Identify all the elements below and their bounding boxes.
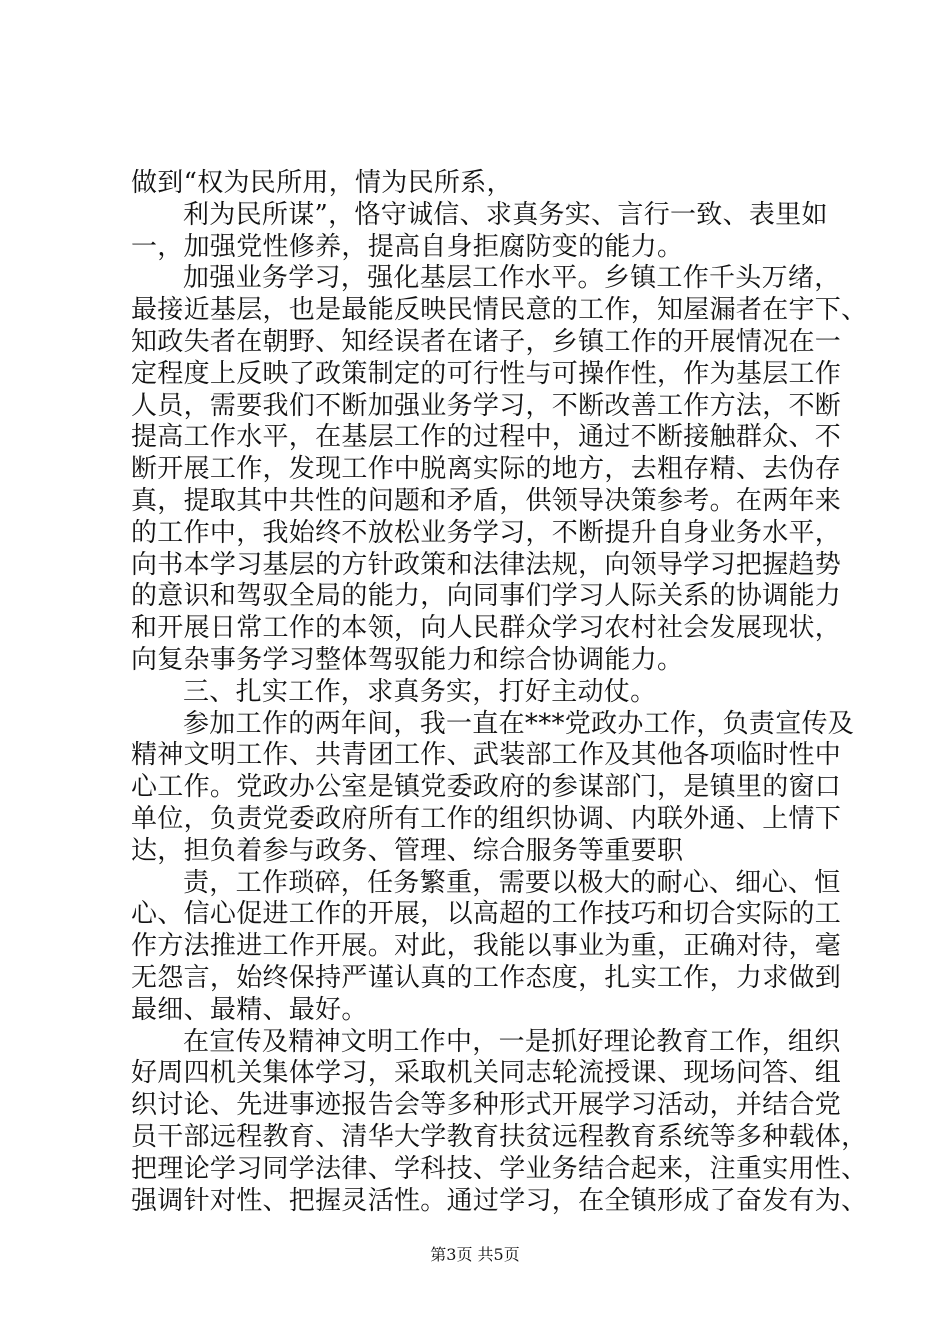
text-line: 一，加强党性修养，提高自身拒腐防变的能力。: [131, 231, 684, 262]
text-line: 断开展工作，发现工作中脱离实际的地方，去粗存精、去伪存: [131, 454, 842, 485]
text-line: 向复杂事务学习整体驾驭能力和综合协调能力。: [131, 644, 684, 675]
text-line: 精神文明工作、共青团工作、武装部工作及其他各项临时性中: [131, 740, 842, 771]
document-body: [131, 168, 868, 1217]
text-line: 责，工作琐碎，任务繁重，需要以极大的耐心、细心、恒: [183, 867, 841, 898]
text-line: 作方法推进工作开展。对此，我能以事业为重，正确对待，毫: [131, 931, 842, 962]
text-line: 人员，需要我们不断加强业务学习，不断改善工作方法，不断: [131, 390, 842, 421]
text-line: 的工作中，我始终不放松业务学习，不断提升自身业务水平，: [131, 517, 842, 548]
text-line: 把理论学习同学法律、学科技、学业务结合起来，注重实用性、: [131, 1153, 868, 1184]
text-line: 做到“权为民所用，情为民所系，: [131, 168, 513, 198]
text-line: 单位，负责党委政府所有工作的组织协调、内联外通、上情下: [131, 803, 842, 834]
text-line: 强调针对性、把握灵活性。通过学习，在全镇形成了奋发有为、: [131, 1185, 868, 1216]
text-line: 向书本学习基层的方针政策和法律法规，向领导学习把握趋势: [131, 549, 842, 580]
text-line: 知政失者在朝野、知经误者在诸子，乡镇工作的开展情况在一: [131, 326, 842, 357]
page-footer: [0, 1245, 950, 1265]
text-line: 参加工作的两年间，我一直在***党政办工作，负责宣传及: [183, 708, 855, 739]
text-line: 和开展日常工作的本领，向人民群众学习农村社会发展现状，: [131, 613, 842, 644]
text-line: 提高工作水平，在基层工作的过程中，通过不断接触群众、不: [131, 422, 842, 453]
text-line: 真，提取其中共性的问题和矛盾，供领导决策参考。在两年来: [131, 485, 842, 516]
text-line: 心工作。党政办公室是镇党委政府的参谋部门，是镇里的窗口: [131, 772, 842, 803]
text-line: 无怨言，始终保持严谨认真的工作态度，扎实工作，力求做到: [131, 962, 842, 993]
text-line: 最接近基层，也是最能反映民情民意的工作，知屋漏者在宇下、: [131, 295, 868, 326]
text-line: 好周四机关集体学习，采取机关同志轮流授课、现场问答、组: [131, 1058, 842, 1089]
text-line: 员干部远程教育、清华大学教育扶贫远程教育系统等多种载体，: [131, 1121, 868, 1152]
text-line: 定程度上反映了政策制定的可行性与可操作性，作为基层工作: [131, 358, 842, 389]
text-line: 在宣传及精神文明工作中，一是抓好理论教育工作，组织: [183, 1026, 841, 1057]
text-line: 心、信心促进工作的开展，以高超的工作技巧和切合实际的工: [131, 899, 842, 930]
page-number-label: 第3页 共5页: [430, 1245, 520, 1264]
text-line: 达，担负着参与政务、管理、综合服务等重要职: [131, 835, 684, 866]
text-line: 加强业务学习，强化基层工作水平。乡镇工作千头万绪，: [183, 263, 841, 294]
text-line: 利为民所谋”，恪守诚信、求真务实、言行一致、表里如: [183, 199, 828, 230]
text-line: 织讨论、先进事迹报告会等多种形式开展学习活动，并结合党: [131, 1090, 842, 1121]
text-line: 的意识和驾驭全局的能力，向同事们学习人际关系的协调能力: [131, 581, 842, 612]
text-line: 三、扎实工作，求真务实，打好主动仗。: [183, 676, 657, 707]
text-line: 最细、最精、最好。: [131, 994, 368, 1025]
